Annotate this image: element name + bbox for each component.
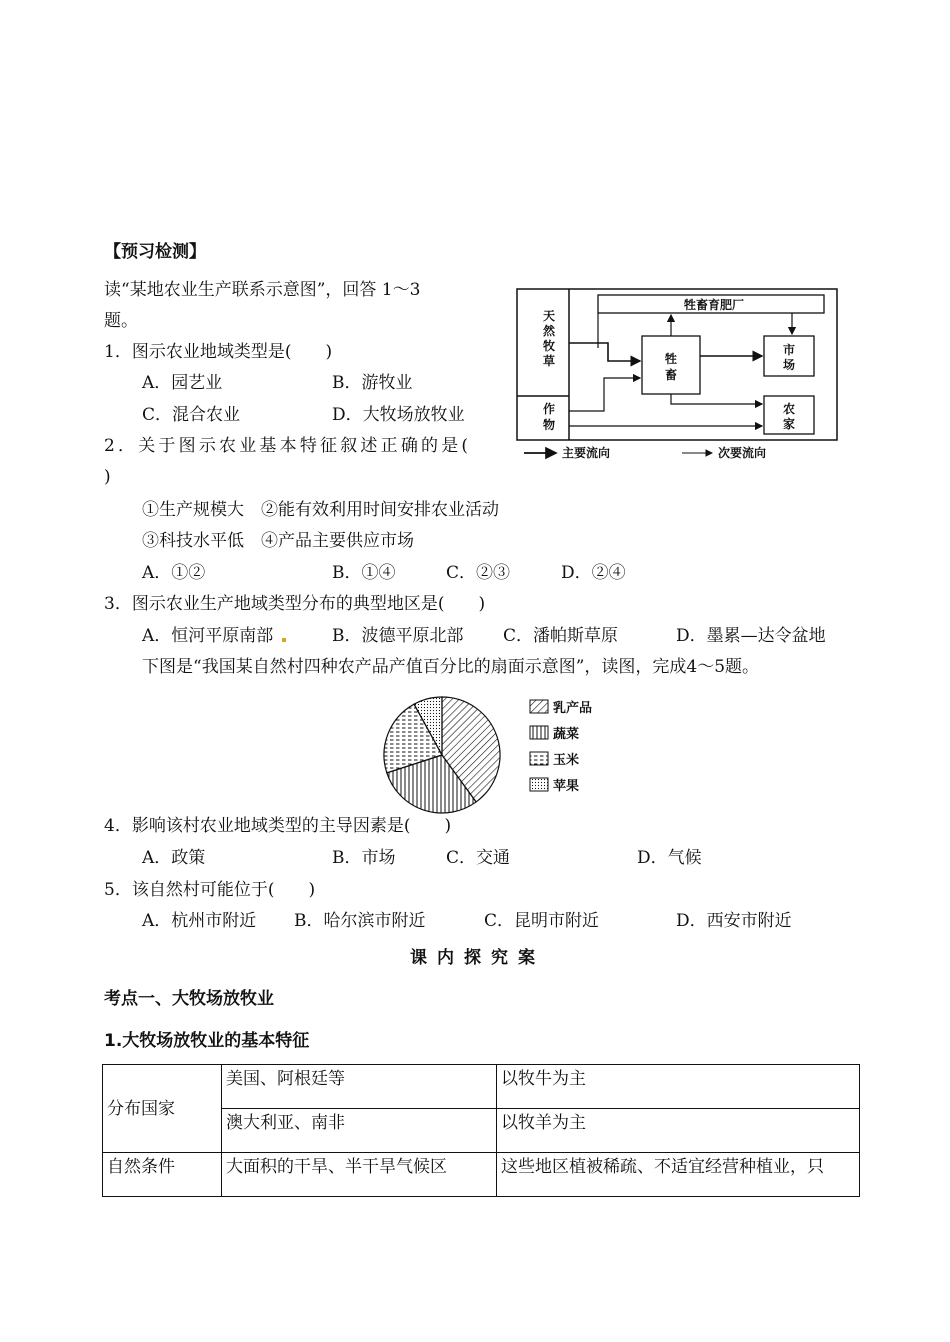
table-cell: 澳大利亚、南非 bbox=[222, 1109, 497, 1153]
q1-option-c: C．混合农业 bbox=[142, 405, 241, 425]
crops-char-1: 作 bbox=[542, 402, 556, 416]
q1-option-a: A．园艺业 bbox=[142, 373, 223, 393]
pie-chart bbox=[372, 694, 612, 816]
table-row bbox=[103, 1153, 860, 1197]
legend-label-3: 玉米 bbox=[553, 753, 580, 768]
q3-stem: 3．图示农业生产地域类型分布的典型地区是( ) bbox=[104, 594, 486, 614]
q4-option-d: D．气候 bbox=[637, 848, 702, 868]
sub-heading: 1.大牧场放牧业的基本特征 bbox=[104, 1031, 310, 1051]
intro-line-1: 读“某地农业生产联系示意图”，回答 1～3 bbox=[104, 280, 421, 300]
legend-label-1: 乳产品 bbox=[553, 701, 593, 716]
table-cell: 自然条件 bbox=[103, 1153, 222, 1197]
q2-option-c: C．②③ bbox=[446, 563, 511, 583]
cursor-mark bbox=[282, 638, 286, 642]
table-cell: 以牧牛为主 bbox=[497, 1065, 860, 1109]
farmer-char-2: 家 bbox=[782, 417, 796, 431]
q1-option-d: D．大牧场放牧业 bbox=[332, 405, 465, 425]
pasture-char-3: 牧 bbox=[542, 339, 556, 353]
q2-option-a: A．①② bbox=[142, 563, 206, 583]
intro-2: 下图是“我国某自然村四种农产品产值百分比的扇面示意图”，读图，完成4～5题。 bbox=[142, 657, 760, 677]
q4-option-a: A．政策 bbox=[142, 848, 206, 868]
market-char-1: 市 bbox=[782, 343, 796, 357]
legend-swatch-2 bbox=[530, 726, 548, 739]
table-cell: 这些地区植被稀疏、不适宜经营种植业，只 bbox=[497, 1153, 860, 1197]
table-cell: 美国、阿根廷等 bbox=[222, 1065, 497, 1109]
q4-stem: 4．影响该村农业地域类型的主导因素是( ) bbox=[104, 816, 452, 836]
q5-stem: 5．该自然村可能位于( ) bbox=[104, 880, 316, 900]
q2-stem: 2．关于图示农业基本特征叙述正确的是( bbox=[104, 436, 472, 456]
legend-swatch-1 bbox=[530, 700, 548, 713]
legend-swatch-4 bbox=[530, 778, 548, 791]
legend-label-2: 蔬菜 bbox=[553, 727, 580, 742]
characteristics-table bbox=[102, 1064, 860, 1197]
market-char-2: 场 bbox=[782, 358, 796, 372]
q2-option-b: B．①④ bbox=[332, 563, 396, 583]
table-cell: 以牧羊为主 bbox=[497, 1109, 860, 1153]
q2-stem-end: ) bbox=[104, 467, 111, 487]
legend-label-4: 苹果 bbox=[553, 779, 580, 794]
table-cell: 大面积的干旱、半干旱气候区 bbox=[222, 1153, 497, 1197]
q5-option-d: D．西安市附近 bbox=[676, 911, 792, 931]
q3-option-a: A．恒河平原南部 bbox=[142, 626, 274, 646]
livestock-char-2: 畜 bbox=[664, 368, 678, 382]
q4-option-c: C．交通 bbox=[446, 848, 511, 868]
q3-option-d: D．墨累—达令盆地 bbox=[676, 626, 826, 646]
factory-label: 牲畜育肥厂 bbox=[683, 298, 745, 312]
q3-option-b: B．波德平原北部 bbox=[332, 626, 464, 646]
q5-option-a: A．杭州市附近 bbox=[142, 911, 257, 931]
legend-swatch-3 bbox=[530, 752, 548, 765]
q1-option-b: B．游牧业 bbox=[332, 373, 413, 393]
q5-option-b: B．哈尔滨市附近 bbox=[294, 911, 426, 931]
intro-line-2: 题。 bbox=[104, 311, 138, 331]
pasture-char-1: 天 bbox=[542, 309, 556, 323]
pasture-char-2: 然 bbox=[542, 324, 556, 338]
q5-option-c: C．昆明市附近 bbox=[484, 911, 600, 931]
q2-option-d: D．②④ bbox=[561, 563, 626, 583]
pasture-char-4: 草 bbox=[542, 354, 556, 368]
q2-statements-1: ①生产规模大 ②能有效利用时间安排农业活动 bbox=[142, 500, 499, 520]
legend-secondary: 次要流向 bbox=[718, 446, 767, 460]
q1-stem: 1．图示农业地域类型是( ) bbox=[104, 342, 333, 362]
crops-char-2: 物 bbox=[542, 418, 556, 432]
section-heading: 【预习检测】 bbox=[104, 242, 206, 262]
table-cell: 分布国家 bbox=[103, 1065, 222, 1153]
livestock-char-1: 牲 bbox=[664, 352, 678, 366]
key-point-heading: 考点一、大牧场放牧业 bbox=[104, 989, 274, 1009]
q4-option-b: B．市场 bbox=[332, 848, 396, 868]
farmer-char-1: 农 bbox=[782, 402, 796, 416]
class-title: 课内探究案 bbox=[410, 948, 545, 968]
table-row bbox=[103, 1065, 860, 1109]
q3-option-c: C．潘帕斯草原 bbox=[503, 626, 619, 646]
q2-statements-2: ③科技水平低 ④产品主要供应市场 bbox=[142, 531, 414, 551]
legend-main: 主要流向 bbox=[562, 446, 611, 460]
flow-diagram bbox=[512, 286, 842, 466]
